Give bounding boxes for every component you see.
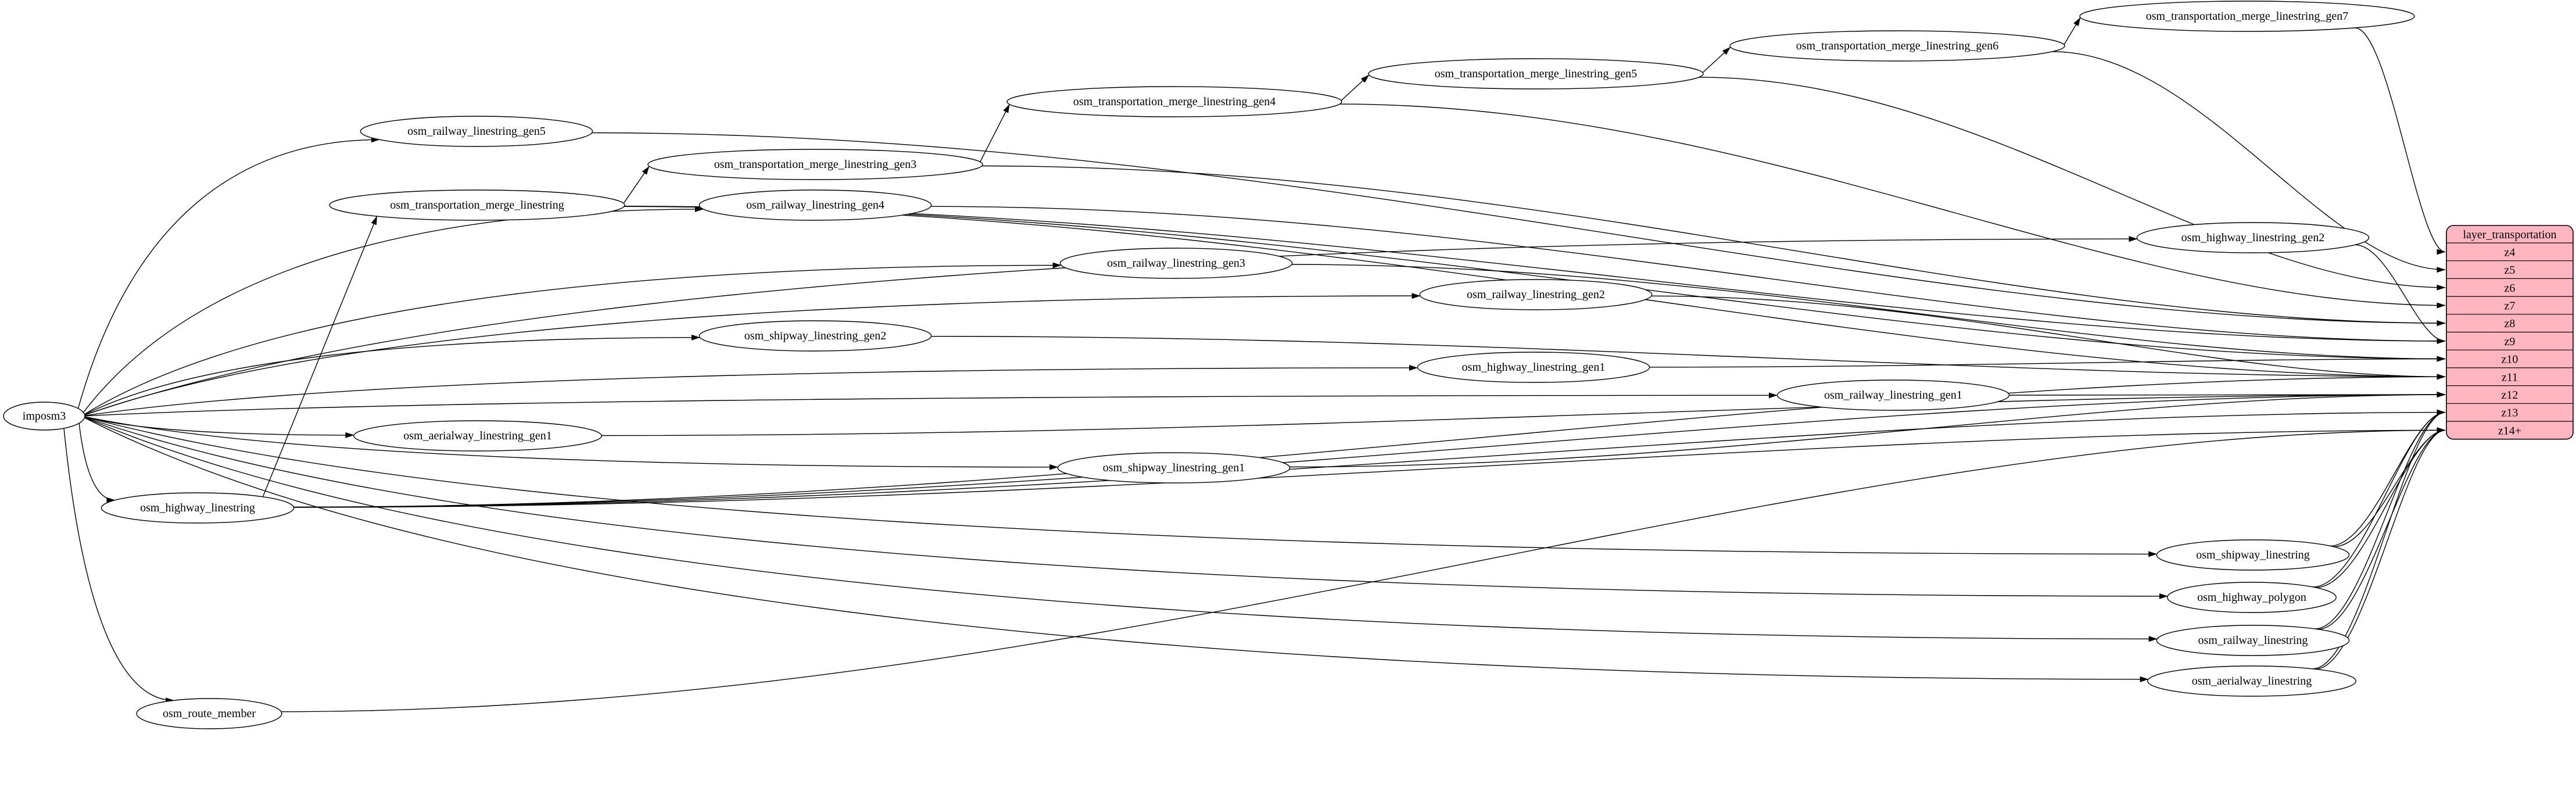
node-osm_transportation_merge_linestring_gen6 (1730, 31, 2065, 61)
edge-osm_shipway_linestring-to-layer_transportation-z14+ (2334, 430, 2445, 547)
node-osm_highway_polygon (2167, 582, 2336, 613)
edge-osm_shipway_linestring_gen2-to-layer_transportation-z11 (931, 336, 2446, 377)
table-row-z10: z10 (2501, 353, 2518, 366)
table-row-z9: z9 (2504, 335, 2516, 348)
node-label-osm_transportation_merge_linestring_gen7: osm_transportation_merge_linestring_gen7 (2145, 10, 2349, 23)
table-row-z4: z4 (2504, 246, 2516, 259)
node-osm_railway_linestring (2156, 625, 2349, 656)
edge-imposm3-to-osm_shipway_linestring_gen2 (85, 338, 700, 415)
node-osm_transportation_merge_linestring (329, 190, 625, 220)
table-row-z6: z6 (2504, 281, 2516, 295)
table-row-z13: z13 (2501, 406, 2518, 420)
edge-osm_highway_linestring_gen2-to-layer_transportation-z9 (2355, 245, 2445, 341)
node-label-osm_railway_linestring_gen1: osm_railway_linestring_gen1 (1824, 389, 1962, 402)
edge-osm_highway_polygon-to-layer_transportation-z14+ (2316, 430, 2445, 588)
edge-osm_transportation_merge_linestring_gen7-to-layer_transportation-z4 (2355, 28, 2445, 252)
edge-osm_transportation_merge_linestring_gen4-to-osm_transportation_merge_linestring_gen5 (1341, 75, 1369, 101)
edge-osm_transportation_merge_linestring_gen5-to-osm_transportation_merge_linestring_gen6 (1703, 47, 1731, 73)
node-osm_aerialway_linestring_gen1 (354, 421, 601, 451)
node-label-osm_transportation_merge_linestring_gen6: osm_transportation_merge_linestring_gen6 (1796, 40, 1999, 52)
edge-osm_railway_linestring-to-layer_transportation-z14+ (2318, 430, 2445, 629)
edge-osm_railway_linestring_gen2-to-layer_transportation-z11 (1651, 296, 2445, 377)
table-row-z14+: z14+ (2498, 424, 2522, 438)
node-osm_shipway_linestring_gen2 (699, 321, 931, 351)
node-osm_transportation_merge_linestring_gen3 (648, 149, 983, 180)
node-label-osm_route_member: osm_route_member (163, 707, 256, 720)
edge-imposm3-to-osm_railway_linestring (85, 417, 2158, 639)
node-label-osm_railway_linestring_gen3: osm_railway_linestring_gen3 (1107, 257, 1245, 270)
node-imposm3 (3, 402, 85, 430)
node-label-osm_railway_linestring_gen4: osm_railway_linestring_gen4 (746, 199, 884, 212)
edge-osm_highway_linestring-to-layer_transportation-z13 (294, 413, 2446, 507)
edge-imposm3-to-osm_highway_linestring (79, 423, 115, 500)
table-row-z8: z8 (2504, 317, 2516, 331)
node-osm_railway_linestring_gen5 (360, 116, 592, 146)
node-label-osm_shipway_linestring_gen2: osm_shipway_linestring_gen2 (744, 330, 887, 342)
node-osm_aerialway_linestring (2148, 666, 2356, 696)
node-label-osm_shipway_linestring: osm_shipway_linestring (2196, 549, 2310, 561)
node-label-osm_transportation_merge_linestring_gen4: osm_transportation_merge_linestring_gen4 (1073, 95, 1276, 108)
table-row-z12: z12 (2501, 388, 2518, 402)
edge-imposm3-to-osm_railway_linestring_gen1 (85, 395, 1777, 416)
node-label-osm_railway_linestring_gen5: osm_railway_linestring_gen5 (407, 125, 546, 138)
node-osm_highway_linestring_gen2 (2137, 223, 2369, 253)
edge-osm_transportation_merge_linestring-to-osm_transportation_merge_linestring_gen3 (624, 166, 649, 203)
node-label-osm_aerialway_linestring_gen1: osm_aerialway_linestring_gen1 (403, 429, 552, 442)
edge-osm_transportation_merge_linestring_gen6-to-osm_transportation_merge_linestring_gen7 (2064, 17, 2080, 45)
node-label-osm_transportation_merge_linestring_gen5: osm_transportation_merge_linestring_gen5 (1434, 67, 1638, 80)
node-label-osm_transportation_merge_linestring_gen3: osm_transportation_merge_linestring_gen3 (714, 158, 917, 171)
node-label-osm_railway_linestring: osm_railway_linestring (2198, 634, 2308, 647)
edge-osm_transportation_merge_linestring_gen4-to-layer_transportation-z7 (1339, 104, 2445, 305)
edge-osm_railway_linestring_gen3-to-layer_transportation-z10 (1292, 264, 2445, 359)
node-osm_highway_linestring (101, 493, 293, 523)
edge-osm_highway_linestring-to-osm_transportation_merge_linestring (263, 216, 377, 497)
node-osm_railway_linestring_gen3 (1060, 248, 1292, 278)
node-osm_transportation_merge_linestring_gen5 (1368, 59, 1703, 89)
table-layer_transportation (2446, 225, 2573, 439)
edge-imposm3-to-osm_aerialway_linestring_gen1 (85, 417, 354, 435)
node-label-osm_transportation_merge_linestring: osm_transportation_merge_linestring (390, 199, 564, 212)
node-label-osm_highway_linestring_gen1: osm_highway_linestring_gen1 (1461, 361, 1606, 374)
edge-imposm3-to-osm_railway_linestring_gen2 (85, 296, 1420, 415)
edge-osm_highway_linestring_gen1-to-layer_transportation-z10 (1650, 359, 2445, 367)
node-label-osm_highway_linestring_gen2: osm_highway_linestring_gen2 (2181, 231, 2325, 244)
node-label-osm_highway_polygon: osm_highway_polygon (2197, 591, 2306, 604)
node-label-osm_highway_linestring: osm_highway_linestring (140, 502, 255, 514)
node-osm_transportation_merge_linestring_gen4 (1007, 87, 1342, 117)
node-osm_highway_linestring_gen1 (1417, 352, 1649, 382)
table-row-z11: z11 (2501, 371, 2518, 384)
node-osm_railway_linestring_gen1 (1777, 380, 2009, 410)
node-osm_transportation_merge_linestring_gen7 (2080, 1, 2414, 31)
node-osm_route_member (137, 699, 282, 729)
edge-osm_highway_linestring-to-layer_transportation-z14+ (294, 430, 2446, 507)
edge-osm_aerialway_linestring-to-layer_transportation-z13 (2313, 413, 2445, 669)
node-osm_railway_linestring_gen2 (1420, 280, 1651, 310)
table-row-z5: z5 (2504, 264, 2516, 277)
node-osm_railway_linestring_gen4 (699, 190, 931, 220)
edge-osm_transportation_merge_linestring_gen5-to-layer_transportation-z6 (1699, 77, 2445, 288)
table-title: layer_transportation (2463, 228, 2557, 241)
node-label-osm_aerialway_linestring: osm_aerialway_linestring (2191, 675, 2312, 687)
table-row-z7: z7 (2504, 299, 2516, 313)
edge-imposm3-to-osm_route_member (64, 428, 174, 700)
node-osm_shipway_linestring (2156, 540, 2349, 570)
node-label-osm_shipway_linestring_gen1: osm_shipway_linestring_gen1 (1102, 461, 1245, 474)
node-label-osm_railway_linestring_gen2: osm_railway_linestring_gen2 (1467, 288, 1605, 301)
edge-osm_highway_linestring-to-layer_transportation-z12 (293, 395, 2445, 507)
node-label-imposm3: imposm3 (22, 410, 66, 422)
node-osm_shipway_linestring_gen1 (1058, 453, 1289, 483)
